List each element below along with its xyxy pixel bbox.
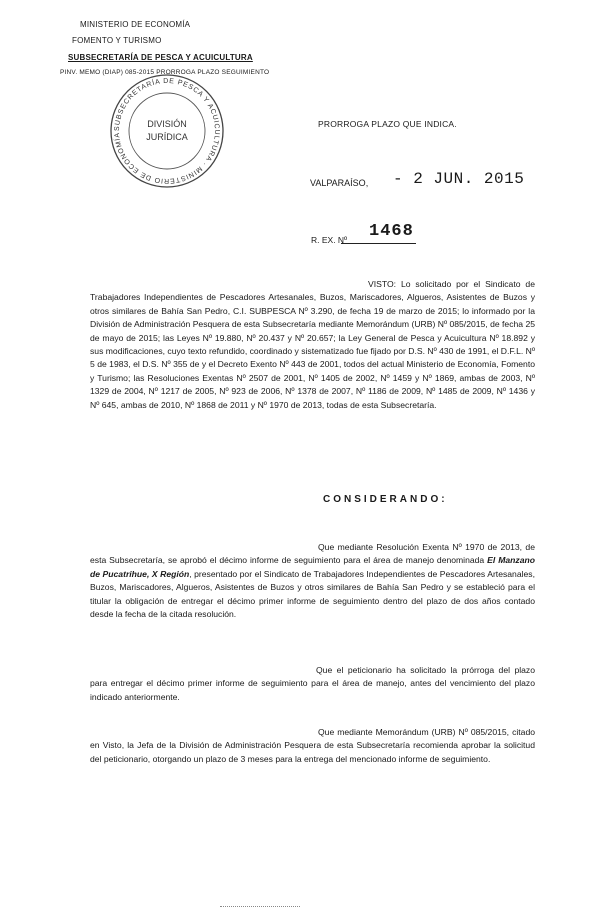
considerando-2: Que el peticionario ha solicitado la prórroga del plazo para entregar el décimo primer informe de seguimiento para el área de manejo, antes del vencimiento del plazo indicado anteriormente. bbox=[90, 665, 535, 702]
subsecretaria-name: SUBSECRETARÍA DE PESCA Y ACUICULTURA bbox=[68, 53, 253, 62]
considerando-1-text-b: , presentado por el Sindicato de Trabajadores Independientes de Pescadores Artesanales, Buzos, Mariscadores, Algueros, Asistentes de Buzos y otros similares de Bahía San Pedro y se estableció para el titular la obligación de entregar el décimo primer informe de seguimiento dentro del plazo de dos años contado desde la fecha de la citada resolución. bbox=[90, 568, 535, 620]
division-juridica-stamp bbox=[108, 72, 226, 190]
document-subject: PRORROGA PLAZO QUE INDICA. bbox=[318, 119, 457, 129]
place-label: VALPARAÍSO, bbox=[310, 178, 369, 188]
rex-underline bbox=[341, 243, 416, 244]
reference-line: PINV. MEMO (DIAP) 085-2015 PRORROGA PLAZO SEGUIMIENTO bbox=[60, 69, 270, 76]
considerando-1-text-a: Que mediante Resolución Exenta Nº 1970 de 2013, de esta Subsecretaría, se aprobó el décimo informe de seguimiento para el área de manejo denominada bbox=[90, 542, 535, 566]
stamp-line1: DIVISIÓN bbox=[147, 119, 187, 129]
document-date: - 2 JUN. 2015 bbox=[393, 170, 525, 188]
considerando-title: CONSIDERANDO: bbox=[323, 494, 448, 505]
visto-paragraph: VISTO: Lo solicitado por el Sindicato de Trabajadores Independientes de Pescadores Artesanales, Buzos, Mariscadores, Algueros, Asistentes de Buzos y otros similares de Bahía San Pedro, C.I. SUBPESCA Nº 3.290, de fecha 19 de marzo de 2015; lo informado por la División de Administración Pesquera de esta Subsecretaría mediante Memorándum (URB) Nº 085/2015, de fecha 25 de mayo de 2015; las Leyes Nº 19.880, Nº 20.437 y Nº 20.657; la Ley General de Pesca y Acuicultura Nº 18.892 y sus modificaciones, cuyo texto refundido, coordinado y sistematizado fue fijado por D.S. Nº 430 de 1991, el D.F.L. Nº 5 de 1983, el D.S. Nº 355 de y el Decreto Exento Nº 443 de 2001, todos del actual Ministerio de Economía, Fomento y Turismo; las Resoluciones Exentas Nº 2507 de 2001, Nº 1405 de 2002, Nº 1459 y Nº 1869, ambas de 2003, Nº 1329 de 2004, Nº 1217 de 2005, Nº 923 de 2006, Nº 1378 de 2007, Nº 1186 de 2009, Nº 1485 de 2009, Nº 1436 y Nº 645, ambas de 2010, Nº 1868 de 2011 y Nº 1970 de 2013, todas de esta Subsecretaría. bbox=[90, 279, 535, 410]
ministry-line2: FOMENTO Y TURISMO bbox=[72, 36, 162, 45]
ministry-name: MINISTERIO DE ECONOMÍA bbox=[80, 20, 191, 29]
considerando-3: Que mediante Memorándum (URB) Nº 085/2015, citado en Visto, la Jefa de la División de Administración Pesquera de esta Subsecretaría recomienda aprobar la solicitud del peticionario, otorgando un plazo de 3 meses para la entrega del mencionado informe de seguimiento. bbox=[90, 727, 535, 764]
rex-label: R. EX. Nº bbox=[311, 235, 348, 245]
considerando-1 bbox=[90, 541, 535, 621]
stamp-line2: JURÍDICA bbox=[146, 132, 188, 142]
rex-number: 1468 bbox=[369, 222, 414, 241]
footer-mark bbox=[220, 906, 300, 907]
stamp-outer-text: SUBSECRETARÍA DE PESCA Y ACUICULTURA · MINISTERIO DE ECONOMÍA bbox=[113, 77, 221, 185]
area-de-manejo-name: El Manzano de Pucatrihue, X Región bbox=[90, 555, 535, 579]
